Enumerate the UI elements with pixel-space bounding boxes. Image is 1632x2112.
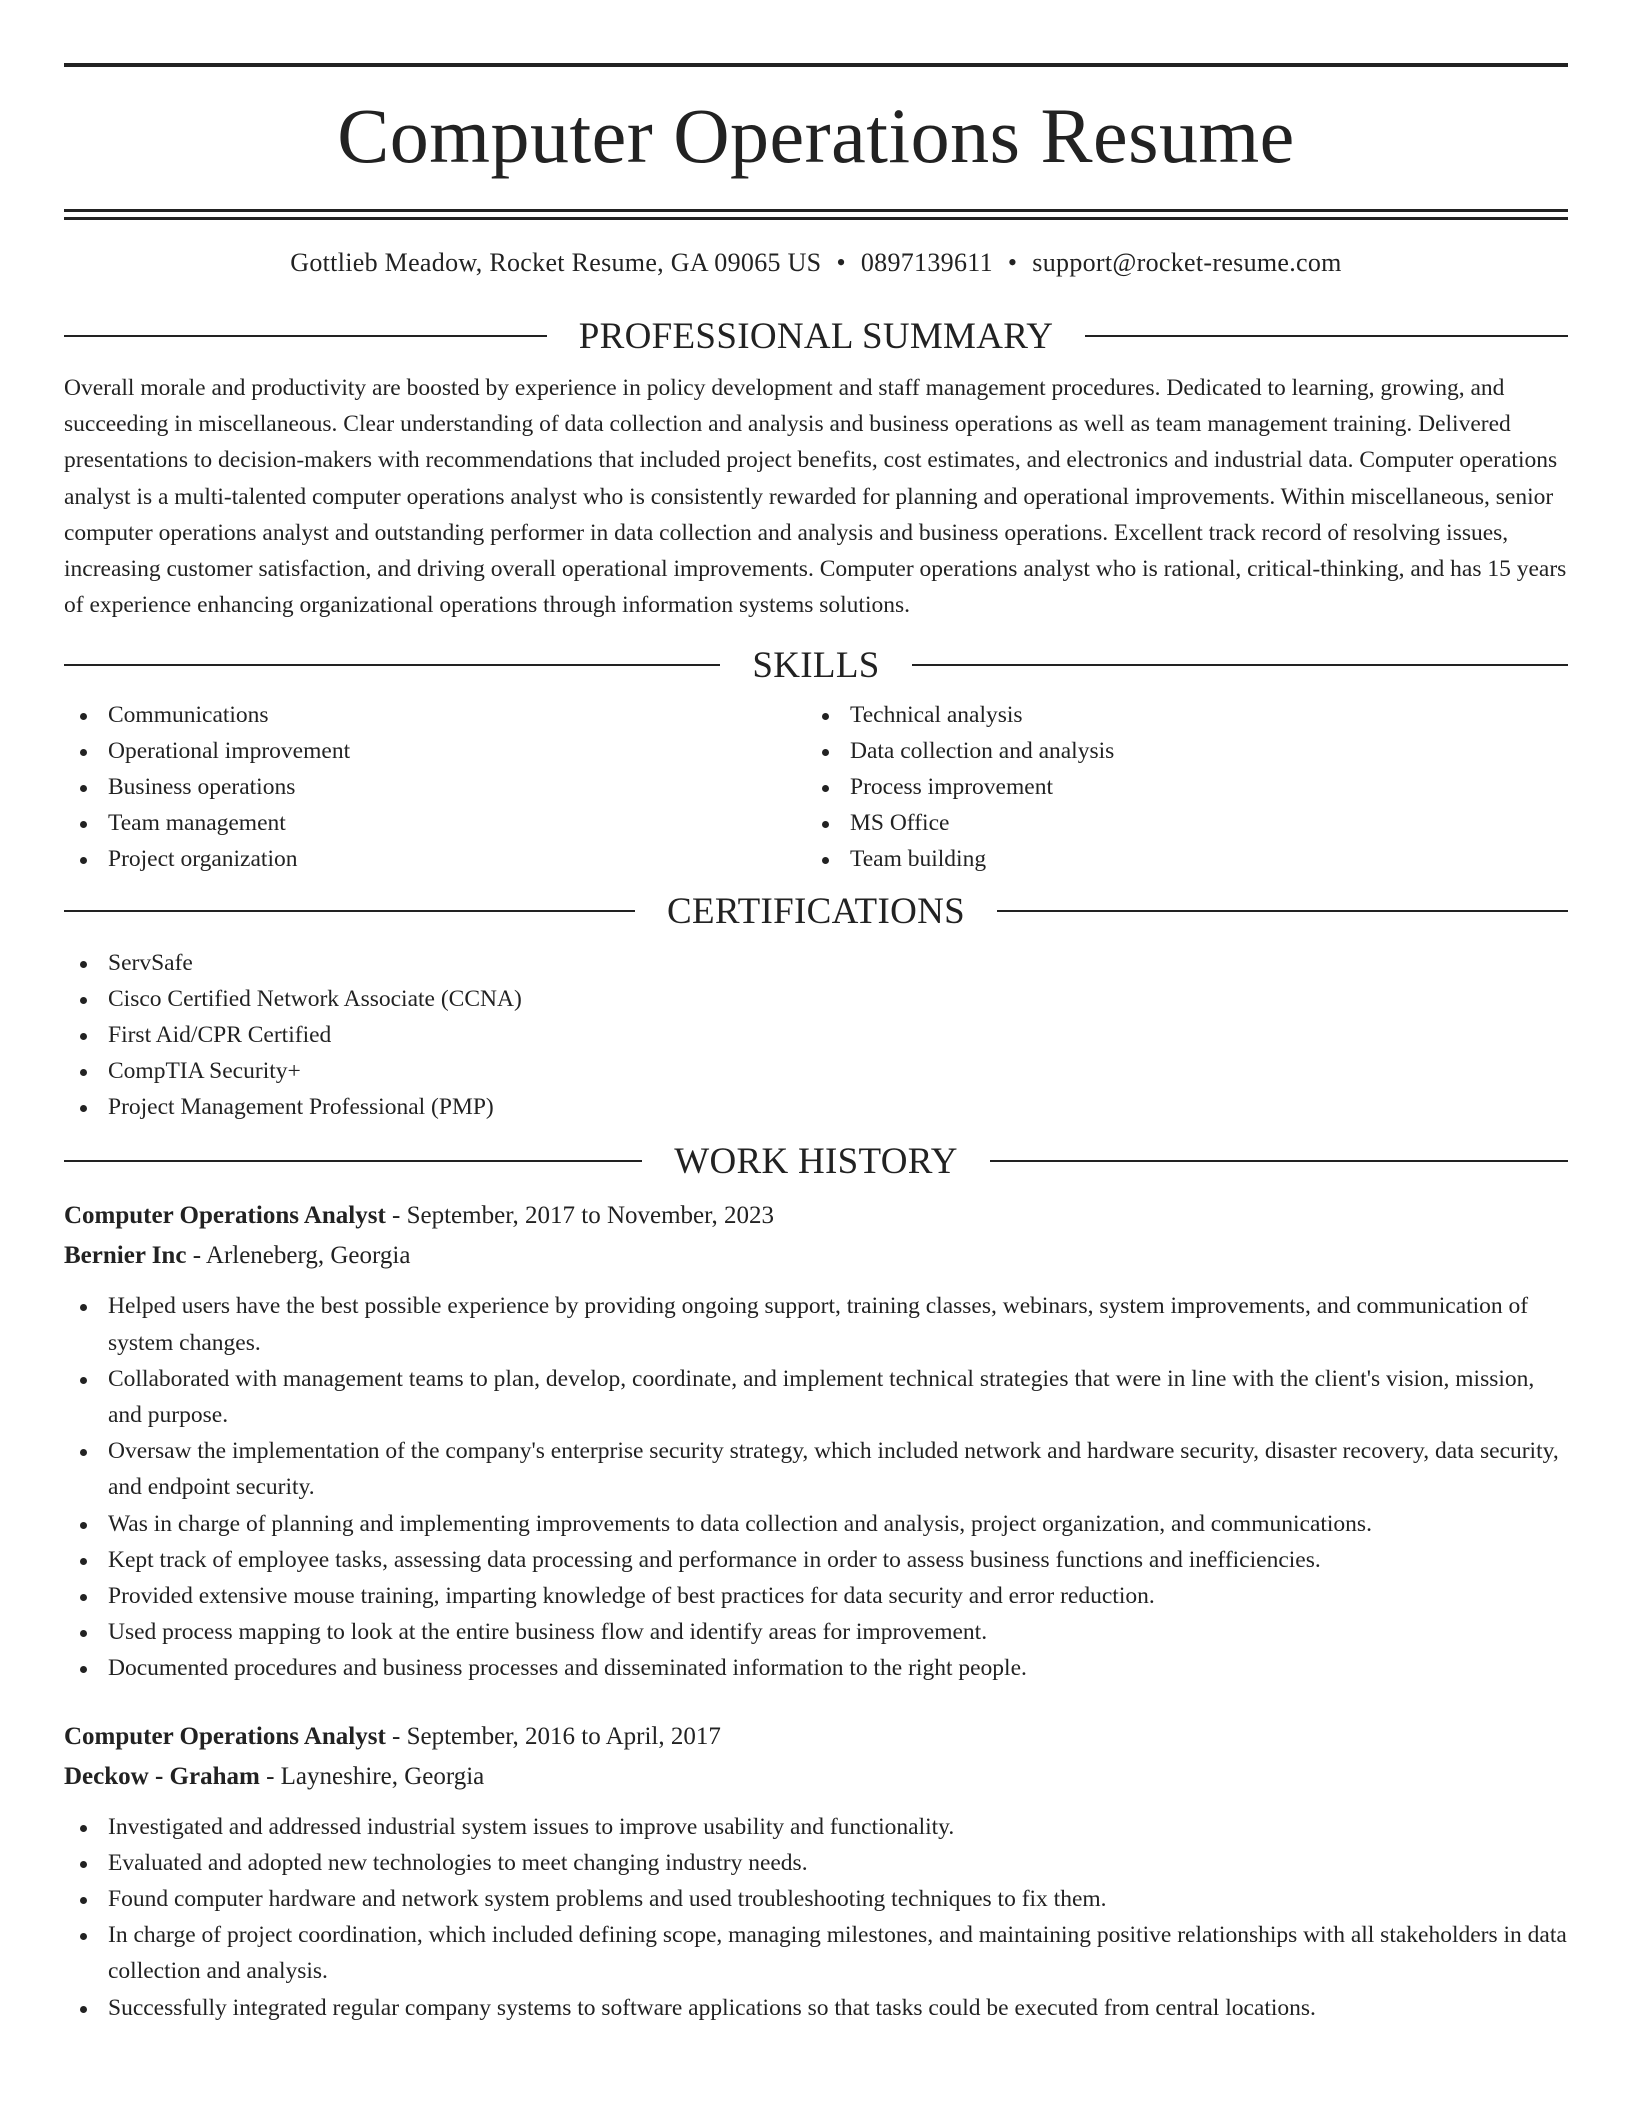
- job-bullet: In charge of project coordination, which included defining scope, managing milestones, and maintaining positive relationships with all stakeholders in data collection and analysis.: [64, 1917, 1568, 1989]
- job-bullet: Used process mapping to look at the entire business flow and identify areas for improvement.: [64, 1614, 1568, 1650]
- job-bullet: Helped users have the best possible experience by providing ongoing support, training classes, webinars, system improvements, and communication of system changes.: [64, 1288, 1568, 1360]
- job-bullet: Oversaw the implementation of the company's enterprise security strategy, which included network and hardware security, disaster recovery, data security, and endpoint security.: [64, 1433, 1568, 1505]
- skill-item: Operational improvement: [64, 733, 806, 769]
- section-title-work: WORK HISTORY: [674, 1140, 958, 1182]
- skill-item: Technical analysis: [806, 697, 1548, 733]
- section-rule-right: [1085, 335, 1568, 337]
- certifications-list: [64, 945, 1568, 1125]
- job-title-line: [64, 1717, 1568, 1757]
- contact-separator: •: [836, 248, 846, 277]
- contact-line: [64, 250, 1568, 280]
- job-dates: - September, 2016 to April, 2017: [385, 1722, 721, 1750]
- certification-item: First Aid/CPR Certified: [64, 1017, 1568, 1053]
- job-entry: [64, 1196, 1568, 1686]
- contact-email: support@rocket-resume.com: [1032, 248, 1342, 277]
- job-entry: [64, 1717, 1568, 2026]
- job-bullets: [64, 1288, 1568, 1686]
- contact-phone: 0897139611: [860, 248, 993, 277]
- job-company-line: [64, 1236, 1568, 1276]
- job-bullet: Kept track of employee tasks, assessing data processing and performance in order to assess business functions and inefficiencies.: [64, 1542, 1568, 1578]
- job-bullet: Successfully integrated regular company systems to software applications so that tasks could be executed from central locations.: [64, 1990, 1568, 2026]
- job-bullet: Found computer hardware and network system problems and used troubleshooting techniques to fix them.: [64, 1881, 1568, 1917]
- section-rule-left: [64, 1160, 642, 1162]
- top-rule: [64, 63, 1568, 67]
- section-header-work: [64, 1141, 1568, 1181]
- job-bullet: Collaborated with management teams to plan, develop, coordinate, and implement technical strategies that were in line with the client's vision, mission, and purpose.: [64, 1361, 1568, 1433]
- skills-list-right: [806, 697, 1548, 877]
- section-title-summary: PROFESSIONAL SUMMARY: [578, 315, 1054, 357]
- section-title-skills: SKILLS: [752, 644, 880, 686]
- section-rule-right: [990, 1160, 1568, 1162]
- job-bullet: Documented procedures and business processes and disseminated information to the right people.: [64, 1650, 1568, 1686]
- contact-address: Gottlieb Meadow, Rocket Resume, GA 09065 US: [290, 248, 822, 277]
- job-dates: - September, 2017 to November, 2023: [385, 1202, 774, 1230]
- skill-item: MS Office: [806, 805, 1548, 841]
- skills-list-left: [64, 697, 806, 877]
- resume-title: Computer Operations Resume: [337, 92, 1295, 179]
- job-company: Bernier Inc: [64, 1242, 187, 1270]
- certification-item: Project Management Professional (PMP): [64, 1089, 1568, 1125]
- job-company-line: [64, 1757, 1568, 1797]
- job-title: Computer Operations Analyst: [64, 1202, 386, 1230]
- section-rule-right: [912, 664, 1568, 666]
- job-bullets: [64, 1809, 1568, 2026]
- skill-item: Team building: [806, 841, 1548, 877]
- work-history: [64, 1196, 1568, 2025]
- skill-item: Process improvement: [806, 769, 1548, 805]
- skill-item: Business operations: [64, 769, 806, 805]
- section-rule-left: [64, 335, 547, 337]
- skill-item: Team management: [64, 805, 806, 841]
- skill-item: Data collection and analysis: [806, 733, 1548, 769]
- job-title: Computer Operations Analyst: [64, 1722, 386, 1750]
- section-rule-right: [997, 910, 1568, 912]
- job-location: - Arleneberg, Georgia: [186, 1242, 411, 1270]
- section-title-certifications: CERTIFICATIONS: [667, 890, 965, 932]
- certification-item: CompTIA Security+: [64, 1053, 1568, 1089]
- section-header-summary: [64, 316, 1568, 356]
- skill-item: Communications: [64, 697, 806, 733]
- job-bullet: Provided extensive mouse training, imparting knowledge of best practices for data security and error reduction.: [64, 1578, 1568, 1614]
- summary-text: Overall morale and productivity are boosted by experience in policy development and staff management procedures. Dedicated to learning, growing, and succeeding in miscellaneous. Clear understanding of data collection and analysis and business operations as well as team management training. Delivered presentations to decision-makers with recommendations that included project benefits, cost estimates, and electronics and industrial data. Computer operations analyst is a multi-talented computer operations analyst who is consistently rewarded for planning and operational improvements. Within miscellaneous, senior computer operations analyst and outstanding performer in data collection and analysis and business operations. Excellent track record of resolving issues, increasing customer satisfaction, and driving overall operational improvements. Computer operations analyst who is rational, critical-thinking, and has 15 years of experience enhancing organizational operations through information systems solutions.: [64, 375, 1567, 619]
- certification-item: Cisco Certified Network Associate (CCNA): [64, 981, 1568, 1017]
- resume-page: [64, 0, 1568, 2026]
- contact-separator: •: [1007, 248, 1018, 277]
- job-bullet: Investigated and addressed industrial system issues to improve usability and functionality.: [64, 1809, 1568, 1845]
- section-rule-left: [64, 664, 720, 666]
- job-bullet: Was in charge of planning and implementing improvements to data collection and analysis, project organization, and communications.: [64, 1506, 1568, 1542]
- certification-item: ServSafe: [64, 945, 1568, 981]
- skills-grid: [64, 697, 1568, 877]
- section-header-certifications: [64, 891, 1568, 931]
- job-company: Deckow - Graham: [64, 1762, 260, 1790]
- section-header-skills: [64, 645, 1568, 685]
- title-double-rule: [64, 209, 1568, 220]
- job-title-line: [64, 1196, 1568, 1236]
- section-rule-left: [64, 910, 635, 912]
- job-bullet: Evaluated and adopted new technologies to meet changing industry needs.: [64, 1845, 1568, 1881]
- skill-item: Project organization: [64, 841, 806, 877]
- job-location: - Layneshire, Georgia: [259, 1762, 485, 1790]
